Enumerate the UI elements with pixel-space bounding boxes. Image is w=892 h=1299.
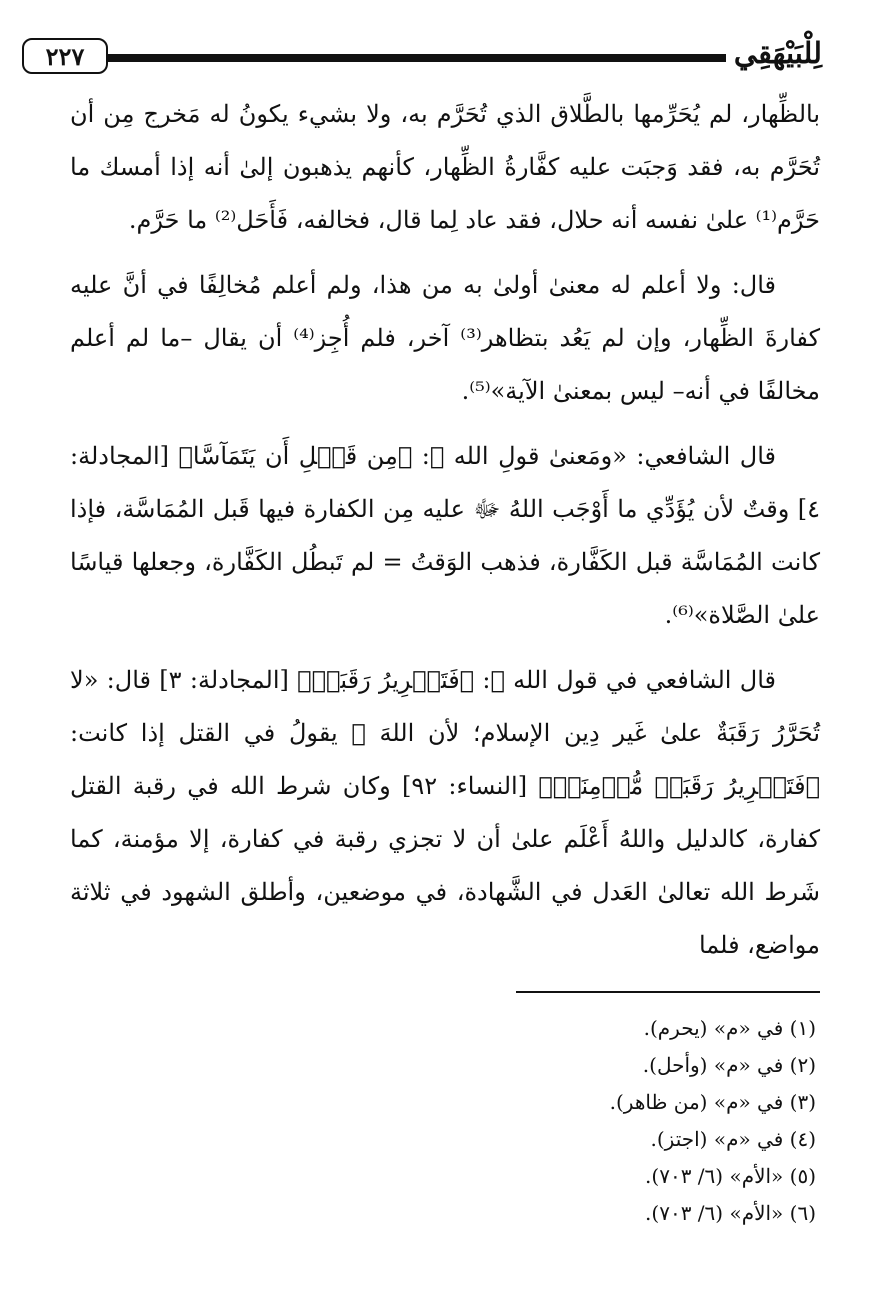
paragraph-2: قال: ولا أعلم له معنىٰ أولىٰ به من هذا، ولم أعلم مُخالِفًا في أنَّ عليه كفارةَ الظِّهار، وإن لم يَعُد بتظاهر⁽³⁾ آخر، فلم أُجِز⁽⁴⁾ أن يقال –ما لم أعلم مخالفًا في أنه– ليس بمعنىٰ الآية»⁽⁵⁾.: [70, 271, 821, 405]
footnote-5: (٥) «الأم» (٦/ ٧٠٣).: [645, 1164, 816, 1188]
paragraph-4: قال الشافعي في قول الله ﷻ: ﴿فَتَحۡرِيرُ رَقَبَةٖ﴾ [المجادلة: ٣] قال: «لا تُحَرَّرُ رَقَبَةٌ علىٰ غَير دِين الإسلام؛ لأن اللهَ ﷻ يقولُ في القتل إذا كانت: ﴿فَتَحۡرِيرُ رَقَبَةٖ مُّؤۡمِنَةٖ﴾ [النساء: ٩٢] وكان شرط الله في رقبة القتل كفارة، كالدليل واللهُ أَعْلَم علىٰ أن لا تجزي رقبة في كفارة، إلا مؤمنة، كما شَرط الله تعالىٰ العَدل في الشَّهادة، في موضعين، وأطلق الشهود في ثلاثة مواضع، فلما: [70, 666, 820, 959]
footnote-4: (٤) في «م» (اجتز).: [650, 1127, 816, 1151]
footnote-6: (٦) «الأم» (٦/ ٧٠٣).: [645, 1201, 816, 1225]
paragraph-1: بالظِّهار، لم يُحَرِّمها بالطَّلاق الذي تُحَرَّم به، ولا بشيء يكونُ له مَخرج مِن أن تُحَرَّم به، فقد وَجبَت عليه كفَّارةُ الظِّهار، كأنهم يذهبون إلىٰ أنه إذا أمسك ما حَرَّم⁽¹⁾ علىٰ نفسه أنه حلال، فقد عاد لِما قال، فخالفه، فَأَحَل⁽²⁾ ما حَرَّم.: [70, 100, 820, 234]
page-header: [22, 34, 822, 84]
footnote-2: (٢) في «م» (وأحل).: [642, 1053, 816, 1077]
running-title: لِلْبَيْهَقِي: [733, 36, 822, 70]
main-text: [70, 88, 820, 984]
footnotes: [216, 1010, 816, 1232]
page-number: ٢٢٧: [22, 38, 108, 74]
footnote-1: (١) في «م» (يحرم).: [643, 1016, 816, 1040]
footnote-3: (٣) في «م» (من ظاهر).: [609, 1090, 816, 1114]
paragraph-3: قال الشافعي: «ومَعنىٰ قولِ الله ﷻ: ﴿مِن قَبۡلِ أَن يَتَمَآسَّا﴾ [المجادلة: ٤] وقتٌ لأن يُؤَدِّي ما أَوْجَب اللهُ ﷻ عليه مِن الكفارة فيها قَبل المُمَاسَّة، فإذا كانت المُمَاسَّة قبل الكَفَّارة، فذهب الوَقتُ = لم تَبطُل الكَفَّارة، وجعلها قياسًا علىٰ الصَّلاة»⁽⁶⁾.: [70, 442, 820, 629]
footnote-separator: [516, 991, 820, 993]
header-rule: [106, 54, 726, 60]
